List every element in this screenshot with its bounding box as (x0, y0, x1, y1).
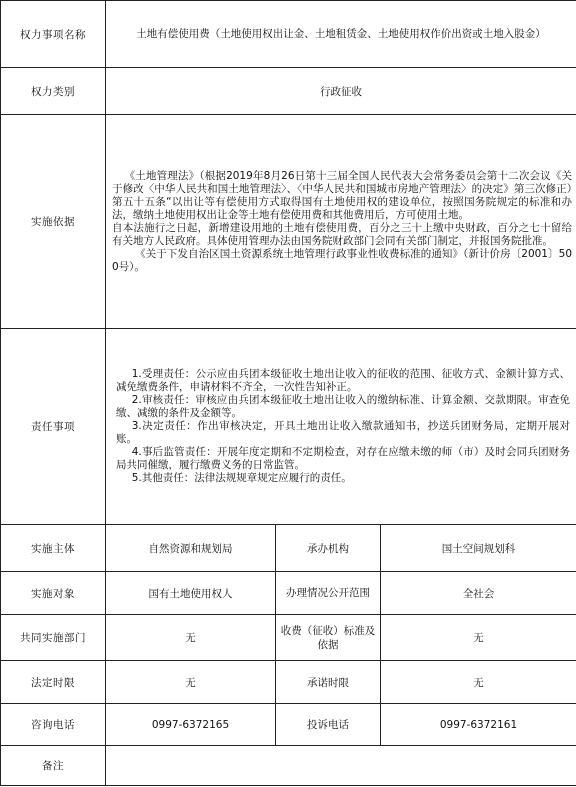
duty-paragraph: 2.审核责任：审核应由兵团本级征收土地出让收入的缴纳标准、计算金额、交款期限。审查免缴、减缴的条件及金额等。 (116, 394, 571, 419)
row-phone (1, 704, 576, 746)
item-name-value: 土地有偿使用费（土地使用权出让金、土地租赁金、土地使用权作价出资或土地入股金） (106, 1, 576, 68)
item-name-label: 权力事项名称 (1, 1, 106, 68)
duty-paragraph: 5.其他责任：法律法规规章规定应履行的责任。 (131, 472, 352, 484)
target-label: 实施对象 (1, 572, 106, 615)
remark-label: 备注 (1, 746, 106, 786)
consult-phone-label: 咨询电话 (1, 704, 106, 746)
remark-value (106, 746, 576, 786)
category-label: 权力类别 (1, 68, 106, 115)
promised-time-value: 无 (381, 661, 576, 704)
row-category (1, 68, 576, 115)
row-timelimit (1, 661, 576, 704)
legal-time-label: 法定时限 (1, 661, 106, 704)
row-joint (1, 615, 576, 661)
basis-content (106, 115, 576, 329)
disclosure-scope-value: 全社会 (381, 572, 576, 615)
row-duty (1, 329, 576, 525)
complaint-phone-value: 0997-6372161 (381, 704, 576, 746)
complaint-phone-label: 投诉电话 (276, 704, 381, 746)
row-item-name (1, 1, 576, 68)
disclosure-scope-label: 办理情况公开范围 (276, 572, 381, 615)
row-subject (1, 525, 576, 572)
duty-paragraph: 3.决定责任：作出审核决定，开具土地出让收入缴款通知书，抄送兵团财务局，定期开展对账。 (116, 420, 571, 445)
row-basis (1, 115, 576, 329)
row-remark (1, 746, 576, 786)
basis-paragraph: 《土地管理法》（根据2019年8月26日第十三届全国人民代表大会常务委员会第十二次会议《关于修改〈中华人民共和国土地管理法〉、〈中华人民共和国城市房地产管理法〉的决定》第三次修正）第五十五条“以出让等有偿使用方式取得国有土地使用权的建设单位，按照国务院规定的标准和办法，缴纳土地使用权出让金等土地有偿使用费和其他费用后，方可使用土地。 (112, 169, 573, 221)
category-value: 行政征收 (106, 68, 576, 115)
basis-label: 实施依据 (1, 115, 106, 329)
handling-agency-label: 承办机构 (276, 525, 381, 572)
legal-time-value: 无 (106, 661, 276, 704)
basis-paragraph: 《关于下发自治区国土资源系统土地管理行政事业性收费标准的通知》（新计价房〔2001〕500号）。 (112, 247, 573, 273)
duty-paragraph: 4.事后监管责任：开展年度定期和不定期检查，对存在应缴未缴的师（市）及时会同兵团财务局共同催缴，履行缴费义务的日常监管。 (116, 446, 571, 471)
duty-paragraph: 1.受理责任：公示应由兵团本级征收土地出让收入的征收的范围、征收方式、金额计算方式、减免缴费条件，申请材料不齐全，一次性告知补正。 (116, 368, 571, 393)
joint-dept-value: 无 (106, 615, 276, 661)
handling-agency-value: 国土空间规划科 (381, 525, 576, 572)
basis-paragraph: 自本法施行之日起，新增建设用地的土地有偿使用费，百分之三十上缴中央财政，百分之七十留给有关地方人民政府。具体使用管理办法由国务院财政部门会同有关部门制定，并报国务院批准。 (112, 221, 573, 247)
subject-label: 实施主体 (1, 525, 106, 572)
target-value: 国有土地使用权人 (106, 572, 276, 615)
duty-label: 责任事项 (1, 329, 106, 525)
row-target (1, 572, 576, 615)
subject-value: 自然资源和规划局 (106, 525, 276, 572)
joint-dept-label: 共同实施部门 (1, 615, 106, 661)
consult-phone-value: 0997-6372165 (106, 704, 276, 746)
fee-standard-label: 收费（征收）标准及依据 (276, 615, 381, 661)
fee-standard-value: 无 (381, 615, 576, 661)
duty-content (106, 329, 576, 525)
promised-time-label: 承诺时限 (276, 661, 381, 704)
